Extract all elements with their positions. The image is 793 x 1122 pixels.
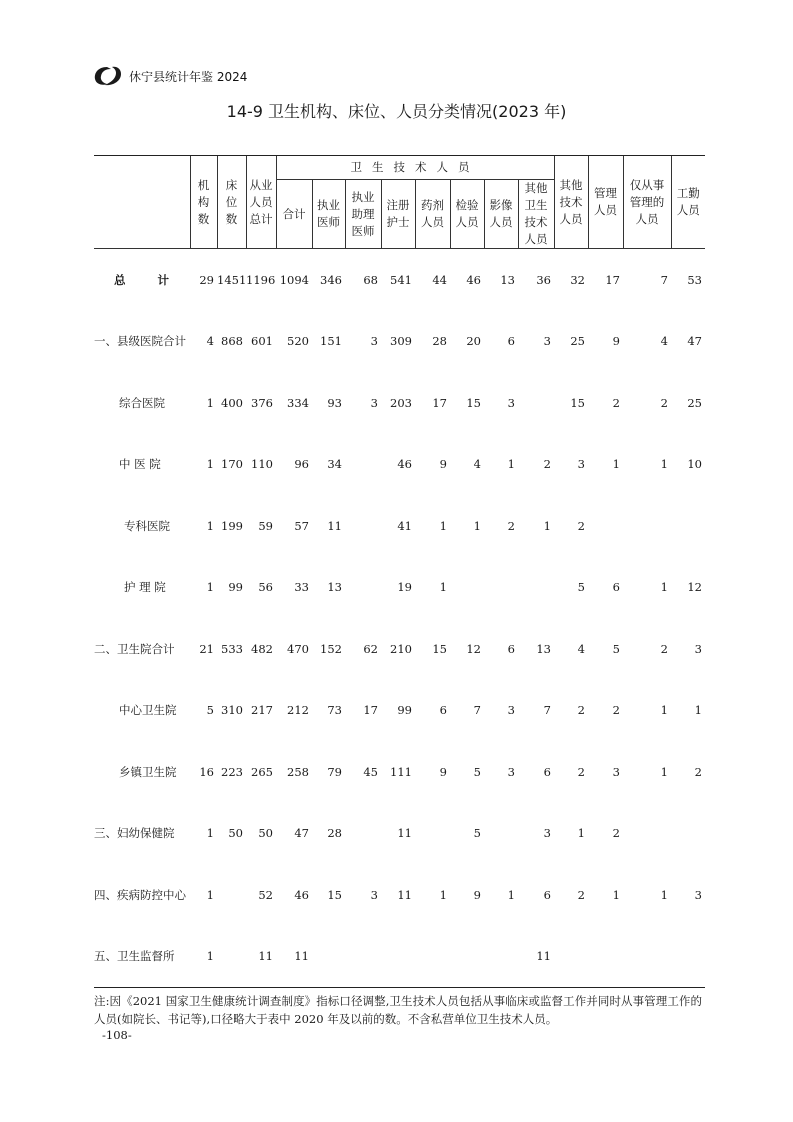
- table-row: [94, 434, 705, 496]
- table-cell: 4: [206, 334, 214, 349]
- table-cell: [415, 926, 450, 988]
- row-label: 四、疾病防控中心: [94, 887, 186, 902]
- table-cell: 1: [473, 518, 481, 533]
- table-row: [94, 803, 705, 865]
- table-cell: 36: [536, 272, 551, 287]
- table-cell: 99: [397, 703, 412, 718]
- table-cell: 1: [190, 926, 217, 988]
- table-cell: 12: [466, 641, 481, 656]
- table-cell: 33: [294, 580, 309, 595]
- table-footnote: 注:因《2021 国家卫生健康统计调查制度》指标口径调整,卫生技术人员包括从事临床或监督工作并同时从事管理工作的人员(如院长、书记等),口径略大于表中 2020 年及以前的数。不含私营单位卫生技术人员。: [94, 994, 702, 1026]
- table-cell: 15: [432, 641, 447, 656]
- col-employees: 从业 人员 总计: [246, 156, 276, 249]
- table-cell: 309: [390, 334, 412, 349]
- table-cell: 13: [536, 641, 551, 656]
- table-cell: 2: [660, 641, 668, 656]
- table-cell: 111: [390, 764, 412, 779]
- table-cell: [484, 926, 518, 988]
- row-label: 中 医 院: [119, 457, 161, 472]
- table-cell: 73: [327, 703, 342, 718]
- table-cell: 52: [258, 887, 273, 902]
- table-cell: 46: [466, 272, 481, 287]
- table-cell: 46: [397, 457, 412, 472]
- table-cell: [671, 495, 705, 557]
- row-label: 护 理 院: [124, 580, 166, 595]
- col-physicians: 执业 医师: [312, 180, 345, 249]
- table-cell: 11: [246, 926, 276, 988]
- row-label: 中心卫生院: [119, 703, 177, 718]
- table-cell: 17: [363, 703, 378, 718]
- table-cell: 400: [221, 395, 243, 410]
- table-cell: 5: [577, 580, 585, 595]
- table-cell: 199: [221, 518, 243, 533]
- table-row: [94, 864, 705, 926]
- table-cell: [588, 926, 623, 988]
- table-cell: [217, 864, 246, 926]
- table-cell: 2: [694, 764, 702, 779]
- table-cell: [518, 557, 554, 619]
- col-tech-total: 合计: [276, 180, 312, 249]
- table-cell: 1196: [246, 272, 276, 287]
- col-pharmacists: 药剂 人员: [415, 180, 450, 249]
- table-cell: [345, 803, 381, 865]
- table-cell: 9: [612, 334, 620, 349]
- table-cell: [381, 926, 415, 988]
- table-cell: 3: [543, 334, 551, 349]
- table-cell: 1: [660, 580, 668, 595]
- table-cell: 2: [612, 826, 620, 841]
- table-cell: 5: [473, 826, 481, 841]
- table-cell: 10: [687, 457, 702, 472]
- row-label: 乡镇卫生院: [119, 764, 177, 779]
- table-cell: 1: [660, 703, 668, 718]
- table-cell: 6: [507, 641, 515, 656]
- col-nurses: 注册 护士: [381, 180, 415, 249]
- table-cell: 265: [251, 764, 273, 779]
- table-cell: 2: [577, 518, 585, 533]
- table-cell: 470: [287, 641, 309, 656]
- table-cell: 4: [577, 641, 585, 656]
- col-management: 管理 人员: [588, 156, 623, 249]
- table-cell: 99: [228, 580, 243, 595]
- table-cell: 1: [507, 887, 515, 902]
- table-row: [94, 741, 705, 803]
- table-cell: 6: [507, 334, 515, 349]
- table-row: [94, 372, 705, 434]
- table-row: [94, 926, 705, 988]
- table-cell: [217, 926, 246, 988]
- col-lab: 检验 人员: [450, 180, 484, 249]
- table-cell: [671, 926, 705, 988]
- table-cell: 29: [199, 272, 214, 287]
- table-cell: 1: [439, 518, 447, 533]
- table-cell: 2: [577, 887, 585, 902]
- table-cell: [345, 557, 381, 619]
- table-cell: 79: [327, 764, 342, 779]
- table-cell: 170: [221, 457, 243, 472]
- table-cell: 6: [439, 703, 447, 718]
- table-cell: 96: [294, 457, 309, 472]
- table-cell: 41: [397, 518, 412, 533]
- page-number: -108-: [102, 1028, 132, 1042]
- table-cell: 1: [439, 580, 447, 595]
- table-cell: 47: [687, 334, 702, 349]
- table-cell: 3: [694, 887, 702, 902]
- table-cell: 533: [221, 641, 243, 656]
- table-cell: 12: [687, 580, 702, 595]
- table-cell: 520: [287, 334, 309, 349]
- table-cell: [518, 372, 554, 434]
- table-cell: 1: [206, 887, 214, 902]
- table-cell: 46: [294, 887, 309, 902]
- table-cell: 2: [660, 395, 668, 410]
- table-row: [94, 249, 705, 311]
- table-cell: [450, 926, 484, 988]
- table-cell: 53: [687, 272, 702, 287]
- table-cell: 217: [251, 703, 273, 718]
- table-cell: 2: [543, 457, 551, 472]
- table-cell: 1: [206, 826, 214, 841]
- table-cell: 223: [221, 764, 243, 779]
- table-cell: 6: [543, 764, 551, 779]
- table-cell: [588, 495, 623, 557]
- group-header-health-tech: 卫生技术人员: [276, 156, 554, 180]
- table-cell: 28: [432, 334, 447, 349]
- row-label: 二、卫生院合计: [94, 641, 175, 656]
- running-header: [93, 64, 247, 88]
- table-cell: 3: [694, 641, 702, 656]
- col-imaging: 影像 人员: [484, 180, 518, 249]
- table-cell: 5: [206, 703, 214, 718]
- table-cell: 68: [363, 272, 378, 287]
- table-cell: 21: [199, 641, 214, 656]
- table-cell: 1094: [279, 272, 309, 287]
- table-cell: 13: [327, 580, 342, 595]
- table-row: [94, 680, 705, 742]
- table-cell: 3: [370, 395, 378, 410]
- table-cell: 2: [612, 395, 620, 410]
- table-row: [94, 618, 705, 680]
- table-cell: 1: [206, 457, 214, 472]
- table-cell: [484, 557, 518, 619]
- table-cell: 3: [577, 457, 585, 472]
- table-cell: 1: [206, 580, 214, 595]
- table-cell: 376: [251, 395, 273, 410]
- table-cell: 7: [660, 272, 668, 287]
- table-cell: 3: [543, 826, 551, 841]
- table-cell: 11: [518, 926, 554, 988]
- row-label: 一、县级医院合计: [94, 334, 186, 349]
- table-cell: 1: [660, 457, 668, 472]
- col-other-technical: 其他 技术 人员: [554, 156, 588, 249]
- table-cell: [623, 803, 671, 865]
- table-cell: 15: [570, 395, 585, 410]
- stub-header: [94, 156, 190, 249]
- table-cell: [671, 803, 705, 865]
- table-cell: 17: [605, 272, 620, 287]
- table-cell: 482: [251, 641, 273, 656]
- table-cell: 2: [577, 764, 585, 779]
- col-beds: 床 位 数: [217, 156, 246, 249]
- table-cell: 34: [327, 457, 342, 472]
- table-cell: 93: [327, 395, 342, 410]
- table-cell: 2: [612, 703, 620, 718]
- table-cell: 50: [228, 826, 243, 841]
- table-cell: 1: [577, 826, 585, 841]
- table-cell: 25: [570, 334, 585, 349]
- table-cell: 17: [432, 395, 447, 410]
- table-cell: 3: [507, 703, 515, 718]
- book-title: 休宁县统计年鉴 2024: [129, 69, 248, 84]
- table-cell: [623, 926, 671, 988]
- table-cell: 1: [660, 887, 668, 902]
- table-cell: 7: [473, 703, 481, 718]
- table-cell: 2: [507, 518, 515, 533]
- table-cell: [345, 434, 381, 496]
- table-cell: 151: [320, 334, 342, 349]
- table-cell: 4: [473, 457, 481, 472]
- table-cell: 25: [687, 395, 702, 410]
- table-cell: [623, 495, 671, 557]
- table-cell: 6: [612, 580, 620, 595]
- table-cell: 20: [466, 334, 481, 349]
- table-cell: 1: [206, 518, 214, 533]
- table-cell: 45: [363, 764, 378, 779]
- table-cell: 203: [390, 395, 412, 410]
- row-label: 三、妇幼保健院: [94, 826, 175, 841]
- table-cell: 32: [570, 272, 585, 287]
- table-cell: 9: [473, 887, 481, 902]
- table-cell: 62: [363, 641, 378, 656]
- col-other-tech: 其他 卫生 技术 人员: [518, 180, 554, 249]
- table-cell: 11: [397, 826, 412, 841]
- table-cell: 3: [370, 334, 378, 349]
- table-cell: 258: [287, 764, 309, 779]
- table-cell: 15: [327, 887, 342, 902]
- table-cell: 346: [320, 272, 342, 287]
- table-cell: 310: [221, 703, 243, 718]
- table-cell: 110: [251, 457, 273, 472]
- table-cell: 601: [251, 334, 273, 349]
- table-cell: 5: [612, 641, 620, 656]
- table-cell: 28: [327, 826, 342, 841]
- table-cell: 210: [390, 641, 412, 656]
- row-label: 总 计: [114, 272, 184, 287]
- table-cell: 11: [276, 926, 312, 988]
- table-cell: 19: [397, 580, 412, 595]
- table-cell: 3: [370, 887, 378, 902]
- table-cell: 212: [287, 703, 309, 718]
- table-cell: [450, 557, 484, 619]
- table-cell: 13: [500, 272, 515, 287]
- col-mgmt-only: 仅从事 管理的 人员: [623, 156, 671, 249]
- table-cell: 868: [221, 334, 243, 349]
- table-cell: 1: [694, 703, 702, 718]
- col-workers: 工勤 人员: [671, 156, 705, 249]
- table-cell: 1: [206, 395, 214, 410]
- table-cell: [312, 926, 345, 988]
- table-cell: 7: [543, 703, 551, 718]
- table-cell: 6: [543, 887, 551, 902]
- table-cell: 1: [507, 457, 515, 472]
- table-cell: 9: [439, 764, 447, 779]
- row-label: 专科医院: [124, 518, 170, 533]
- table-cell: 1451: [217, 272, 247, 287]
- table-cell: [345, 926, 381, 988]
- table-cell: 50: [258, 826, 273, 841]
- col-assistant-physicians: 执业 助理 医师: [345, 180, 381, 249]
- table-cell: 3: [507, 395, 515, 410]
- health-statistics-table: [94, 155, 705, 988]
- table-cell: 1: [439, 887, 447, 902]
- table-cell: 4: [660, 334, 668, 349]
- table-cell: 541: [390, 272, 412, 287]
- col-institutions: 机 构 数: [190, 156, 217, 249]
- table-cell: 2: [577, 703, 585, 718]
- table-cell: [415, 803, 450, 865]
- table-cell: 44: [432, 272, 447, 287]
- table-cell: 11: [397, 887, 412, 902]
- table-cell: [484, 803, 518, 865]
- table-cell: 5: [473, 764, 481, 779]
- table-cell: 1: [612, 887, 620, 902]
- table-cell: 9: [439, 457, 447, 472]
- table-cell: [554, 926, 588, 988]
- table-cell: [345, 495, 381, 557]
- table-cell: 1: [612, 457, 620, 472]
- table-cell: 1: [543, 518, 551, 533]
- table-cell: 15: [466, 395, 481, 410]
- table-cell: 3: [612, 764, 620, 779]
- row-label: 综合医院: [119, 395, 165, 410]
- table-cell: 56: [258, 580, 273, 595]
- table-body: [94, 249, 705, 988]
- table-row: [94, 495, 705, 557]
- yearbook-logo-icon: [93, 65, 123, 87]
- table-cell: 16: [199, 764, 214, 779]
- table-cell: 152: [320, 641, 342, 656]
- table-cell: 57: [294, 518, 309, 533]
- table-cell: 11: [327, 518, 342, 533]
- row-label: 五、卫生监督所: [94, 926, 190, 988]
- table-cell: 59: [258, 518, 273, 533]
- table-row: [94, 557, 705, 619]
- table-row: [94, 311, 705, 373]
- page-title: 14-9 卫生机构、床位、人员分类情况(2023 年): [226, 102, 567, 121]
- table-cell: 1: [660, 764, 668, 779]
- table-cell: 334: [287, 395, 309, 410]
- table-cell: 3: [507, 764, 515, 779]
- table-cell: 47: [294, 826, 309, 841]
